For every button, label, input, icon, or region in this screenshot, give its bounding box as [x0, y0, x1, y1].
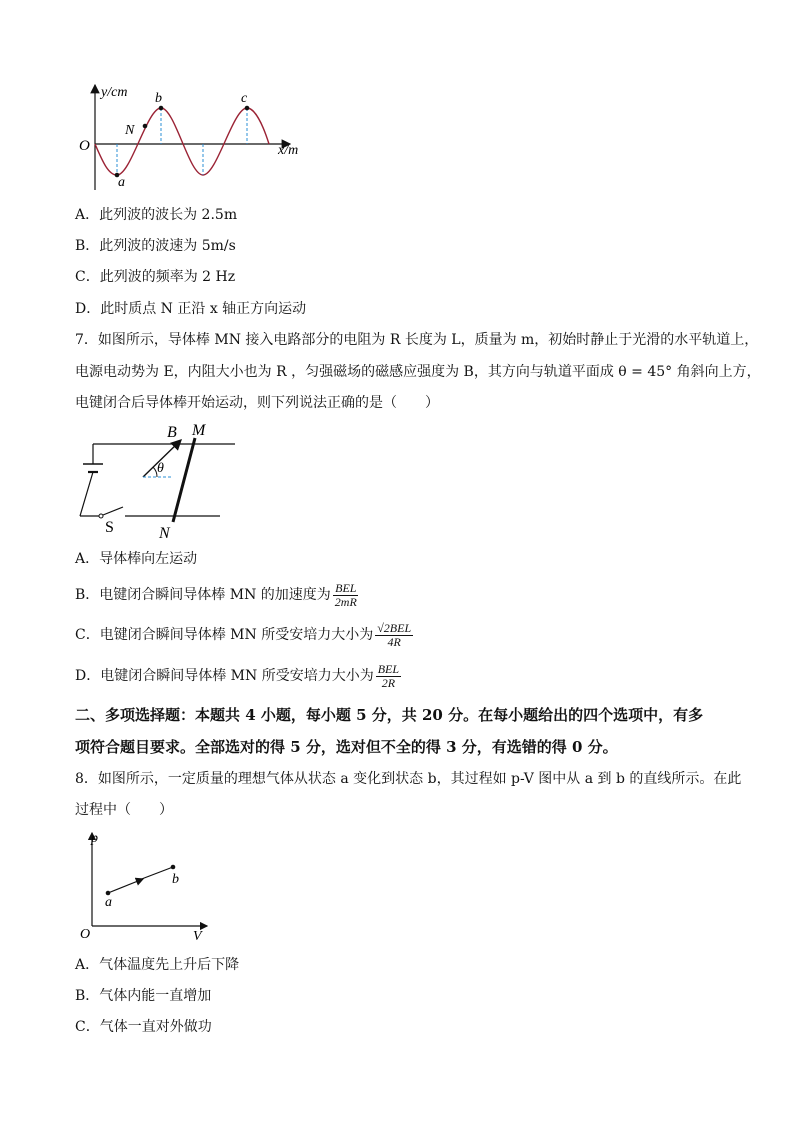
circuit-figure	[75, 420, 245, 545]
q7-option-b	[75, 580, 359, 610]
pv-process-line-second	[139, 867, 173, 880]
q6-option-b: B．此列波的波速为 5m/s	[75, 238, 236, 254]
conductor-rod-MN	[173, 438, 195, 522]
pv-process-line-first	[108, 879, 143, 893]
label-theta: θ	[157, 461, 164, 476]
pv-label-O: O	[80, 927, 91, 942]
pv-label-V: V	[193, 929, 202, 943]
pv-point-b	[171, 865, 176, 870]
wave-curve	[95, 108, 269, 175]
label-N: N	[159, 525, 170, 542]
label-B: B	[167, 424, 177, 441]
wave-point-N	[143, 124, 148, 129]
section2-heading-line2: 项符合题目要求。全部选对的得 5 分，选对但不全的得 3 分，有选错的得 0 分。	[75, 738, 618, 756]
wave-label-b: b	[155, 91, 162, 106]
wave-point-b	[159, 106, 164, 111]
q7-option-b-denominator: 2mR	[334, 594, 357, 609]
q7-option-d	[75, 661, 401, 691]
q7-option-c-fraction	[375, 622, 413, 649]
q8-option-b: B．气体内能一直增加	[75, 988, 212, 1004]
q6-option-d: D．此时质点 N 正沿 x 轴正方向运动	[75, 301, 307, 317]
q7-option-b-fraction	[333, 582, 359, 609]
q7-option-d-denominator: 2R	[381, 675, 396, 690]
q7-option-a: A．导体棒向左运动	[75, 551, 198, 567]
q8-stem-line2: 过程中（ ）	[75, 802, 173, 818]
q6-option-c: C．此列波的频率为 2 Hz	[75, 269, 236, 285]
wave-point-c	[245, 106, 250, 111]
q7-option-d-fraction	[376, 663, 401, 690]
wave-x-label: x/m	[278, 143, 299, 158]
q7-option-b-text: B．电键闭合瞬间导体棒 MN 的加速度为	[75, 587, 331, 603]
q7-option-d-text: D．电键闭合瞬间导体棒 MN 所受安培力大小为	[75, 668, 374, 684]
q7-stem-line2: 电源电动势为 E，内阻大小也为 R ，匀强磁场的磁感应强度为 B，其方向与轨道平面成 θ = 45° 角斜向上方，	[75, 364, 761, 380]
left-wire-lower	[80, 472, 93, 516]
q6-option-a: A．此列波的波长为 2.5m	[75, 207, 238, 223]
q8-option-a: A．气体温度先上升后下降	[75, 957, 240, 973]
wave-y-label: y/cm	[101, 85, 128, 100]
wave-label-c: c	[241, 91, 248, 106]
q7-option-b-numerator: BEL	[335, 580, 357, 595]
switch-blade	[103, 507, 123, 515]
section2-heading-line1: 二、多项选择题：本题共 4 小题，每小题 5 分，共 20 分。在每小题给出的四个选项中，有多	[75, 706, 704, 724]
pv-figure	[75, 828, 215, 943]
q7-option-c-numerator: √2BEL	[377, 620, 412, 635]
wave-figure	[75, 80, 315, 195]
pv-label-b: b	[172, 872, 179, 887]
q7-stem-line1: 7．如图所示，导体棒 MN 接入电路部分的电阻为 R 长度为 L，质量为 m，初始时静止于光滑的水平轨道上，	[75, 332, 759, 348]
label-S: S	[105, 519, 114, 536]
wave-label-a: a	[118, 175, 125, 190]
wave-origin-label: O	[79, 138, 90, 154]
pv-label-a: a	[105, 895, 112, 910]
q8-stem-line1: 8．如图所示，一定质量的理想气体从状态 a 变化到状态 b，其过程如 p-V 图中从 a 到 b 的直线所示。在此	[75, 771, 742, 787]
q7-option-c	[75, 620, 413, 650]
q7-option-c-text: C．电键闭合瞬间导体棒 MN 所受安培力大小为	[75, 627, 374, 643]
q7-option-c-denominator: 4R	[387, 634, 401, 649]
q8-option-c: C．气体一直对外做功	[75, 1019, 212, 1035]
pv-label-p: p	[91, 831, 98, 846]
q7-option-d-numerator: BEL	[377, 661, 400, 676]
switch-pivot	[99, 514, 103, 518]
label-M: M	[192, 422, 206, 439]
q7-stem-line3: 电键闭合后导体棒开始运动，则下列说法正确的是（ ）	[75, 395, 439, 411]
wave-label-N: N	[125, 123, 135, 138]
